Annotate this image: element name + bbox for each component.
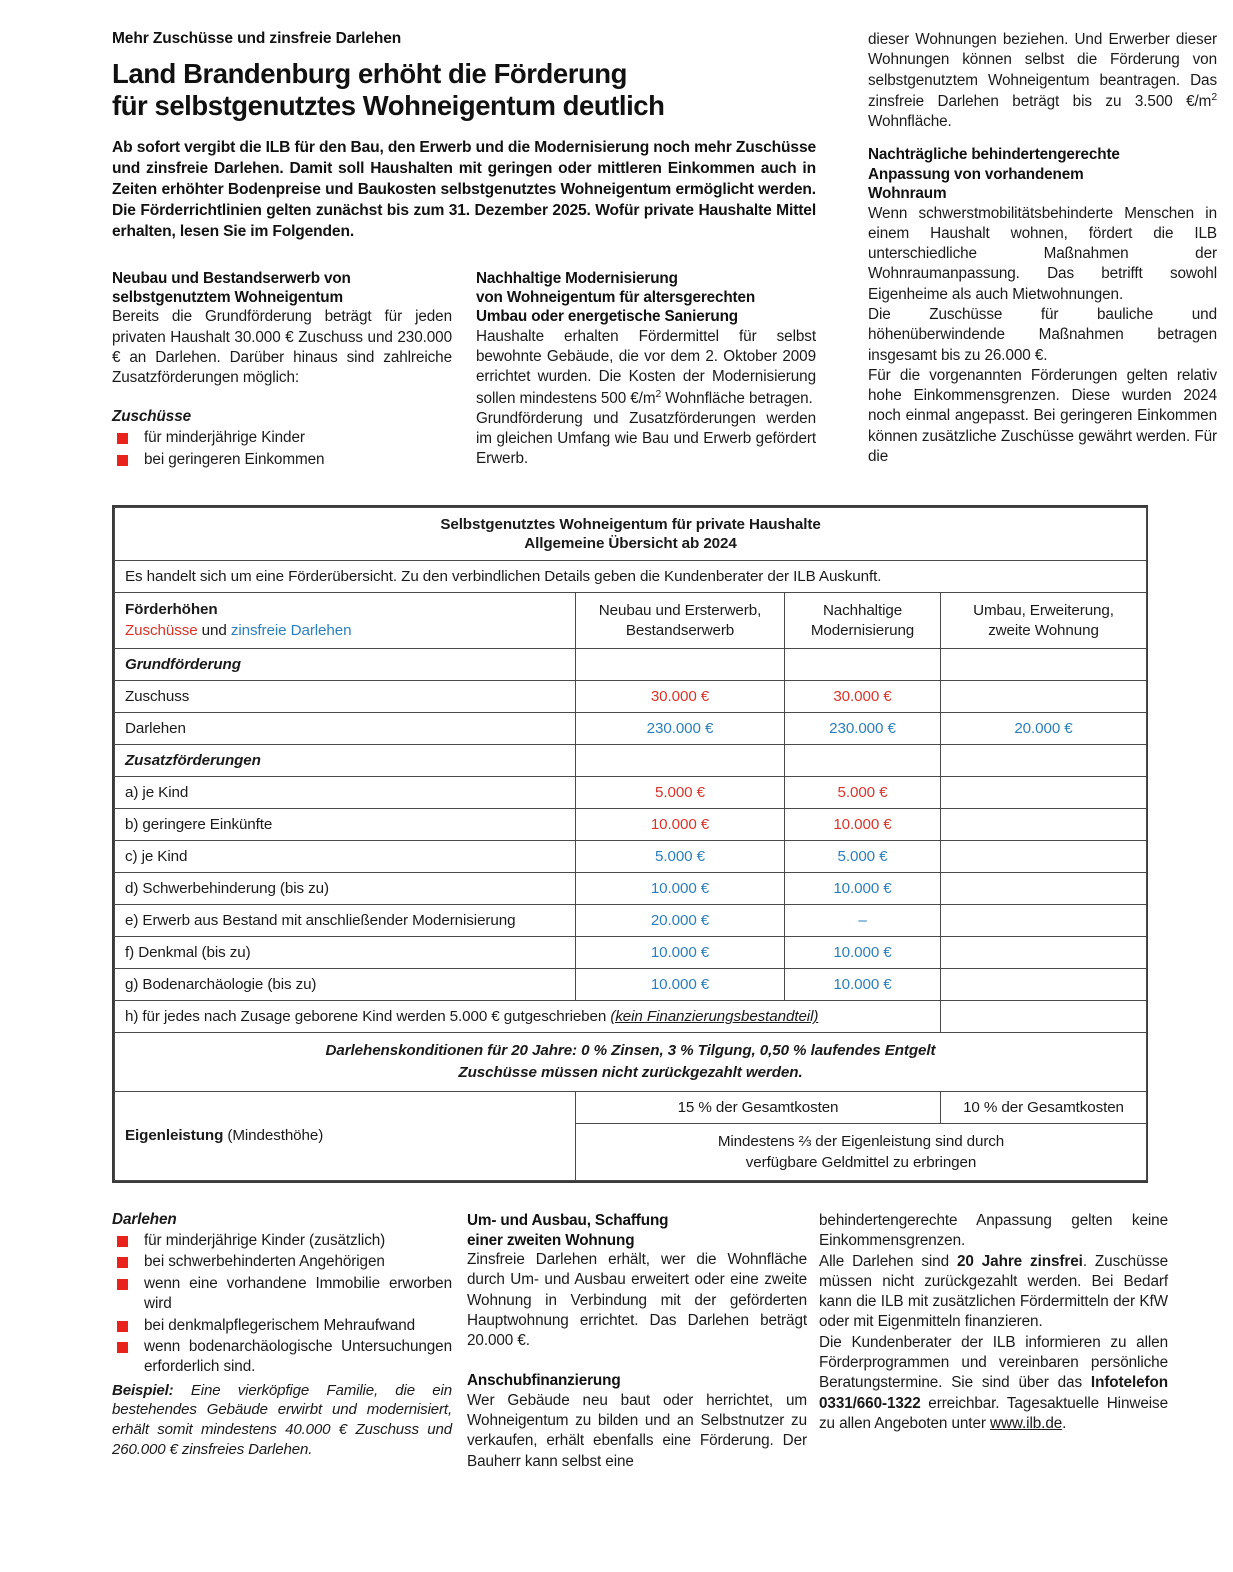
table-row — [115, 969, 1147, 1001]
right-continuation — [868, 30, 1217, 132]
table-row — [115, 809, 1147, 841]
column-neubau — [112, 269, 452, 472]
empty-cell — [941, 745, 1147, 777]
row-value-neubau: 10.000 € — [576, 873, 785, 905]
two-column-block — [112, 269, 816, 472]
square-meter-superscript: 2 — [655, 388, 662, 400]
row-value-neubau: 5.000 € — [576, 777, 785, 809]
row-label: d) Schwerbehinderung (bis zu) — [115, 873, 576, 905]
table-row-h — [115, 1001, 1147, 1033]
empty-cell — [785, 745, 941, 777]
modernisierung-body-1 — [476, 327, 816, 409]
section-label-grundfoerderung: Grundförderung — [115, 649, 576, 681]
row-value-neubau: 30.000 € — [576, 681, 785, 713]
main-column — [112, 30, 816, 471]
table-title — [115, 508, 1147, 561]
headline-line-2: für selbstgenutztes Wohneigentum deutlich — [112, 90, 665, 122]
table-row — [115, 937, 1147, 969]
list-item-label: wenn bodenarchäologische Untersuchungen erforderlich sind. — [144, 1337, 452, 1376]
behindertengerecht-body-3: Für die vorgenannten Förderungen gelten relativ hohe Einkommensgrenzen. Diese wurden 2024 noch einmal angepasst. Bei geringeren Einkommen können zusätzliche Zuschüsse gewährt werden. Für die — [868, 366, 1217, 465]
row-value-modernisierung: 5.000 € — [785, 777, 941, 809]
col-umbau-line-1: Umbau, Erweiterung, — [973, 602, 1114, 620]
square-bullet-icon — [117, 1279, 128, 1290]
list-item-label: bei denkmalpflegerischem Mehraufwand — [144, 1316, 416, 1334]
neubau-heading-line-2: selbstgenutztem Wohneigentum — [112, 288, 343, 306]
top-section — [112, 30, 1217, 471]
bottom-right-p2 — [819, 1252, 1168, 1333]
conditions-line-2: Zuschüsse müssen nicht zurückgezahlt werden. — [458, 1063, 803, 1081]
table-note-row — [115, 561, 1147, 593]
legend-and: und — [197, 621, 231, 639]
behindertengerecht-heading-line-1: Nachträgliche behindertengerechte — [868, 146, 1120, 164]
modernisierung-body-1-a: Haushalte erhalten Fördermittel für selbst bewohnte Gebäude, die vor dem 2. Oktober 2009 errichtet wurden. Die Kosten der Modernisierung sollen mindestens 500 €/m — [476, 327, 816, 407]
row-label: f) Denkmal (bis zu) — [115, 937, 576, 969]
neubau-body: Bereits die Grundförderung beträgt für jeden privaten Haushalt 30.000 € Zuschuss und 230.000 € an Darlehen. Darüber hinaus sind zahlreiche Zusatzförderungen möglich: — [112, 308, 452, 387]
row-value-neubau: 10.000 € — [576, 937, 785, 969]
page-title — [112, 58, 816, 123]
row-value-umbau — [941, 937, 1147, 969]
table-header-col-umbau — [941, 593, 1147, 649]
legend-zuschuesse: Zuschüsse — [125, 621, 198, 639]
table-header-foerderhoehen — [115, 593, 576, 649]
list-item — [112, 1337, 452, 1378]
list-item — [112, 450, 452, 470]
ilb-website-link[interactable]: www.ilb.de — [990, 1414, 1063, 1432]
anschubfinanzierung-heading: Anschubfinanzierung — [467, 1372, 621, 1390]
square-bullet-icon — [117, 1257, 128, 1268]
col-modernisierung-line-1: Nachhaltige — [822, 602, 903, 620]
bottom-right-p3-end: . — [1062, 1414, 1067, 1432]
article-lede: Ab sofort vergibt die ILB für den Bau, den Erwerb und die Modernisierung noch mehr Zuschüsse und zinsfreie Darlehen. Damit soll Haushalten mit geringen oder mittleren Einkommen auch in Zeiten erhöhter Bodenpreise und Baukosten selbstgenutztes Wohneigentum ermöglicht werden. Die Förderrichtlinien gelten zunächst bis zum 31. Dezember 2025. Wofür private Haushalte Mittel erhalten, lesen Sie im Folgenden. — [112, 138, 816, 241]
eigenleistung-note — [576, 1123, 1147, 1181]
darlehen-list — [112, 1231, 452, 1377]
table-header-row — [115, 593, 1147, 649]
bottom-right-p2-a: Alle Darlehen sind — [819, 1252, 957, 1270]
behindertengerecht-body-1: Wenn schwerstmobilitätsbehinderte Menschen in einem Haushalt wohnen, fördert die ILB unterschiedliche Maßnahmen der Wohnraumanpassung. Das betrifft sowohl Eigenheime als auch Mietwohnungen. — [868, 204, 1217, 303]
empty-cell — [785, 649, 941, 681]
zinsfrei-emphasis: 20 Jahre zinsfrei — [956, 1252, 1083, 1270]
col-neubau-line-2: Bestandserwerb — [625, 621, 735, 639]
empty-cell — [576, 649, 785, 681]
foerderhoehen-label: Förderhöhen — [125, 601, 218, 619]
bottom-right-p2-b: . Zuschüsse müssen nicht zurückgezahlt werden. Bei Bedarf kann die ILB mit zusätzlichen Fördermitteln der KfW oder mit Eigenmitteln finanzieren. — [819, 1252, 1169, 1331]
umbau-heading-line-2: einer zweiten Wohnung — [467, 1231, 635, 1249]
list-item — [112, 1252, 452, 1272]
modernisierung-heading-line-2: von Wohneigentum für altersgerechten — [476, 288, 756, 306]
row-label: Zuschuss — [115, 681, 576, 713]
umbau-body: Zinsfreie Darlehen erhält, wer die Wohnfläche durch Um- und Ausbau erweitert oder eine zweite Wohnung in Verbindung mit der geförderten Hauptwohnung errichtet. Das Darlehen beträgt 20.000 €. — [467, 1250, 807, 1350]
col-modernisierung-line-2: Modernisierung — [810, 621, 915, 639]
eigenleistung-row-percent — [115, 1091, 1147, 1123]
row-label: a) je Kind — [115, 777, 576, 809]
list-item — [112, 1316, 452, 1336]
bottom-right-p3-b: erreichbar. Tagesaktuelle Hinweise zu allen Angeboten unter — [819, 1394, 1168, 1432]
eigenleistung-15-percent: 15 % der Gesamtkosten — [576, 1091, 941, 1123]
table-title-line-2: Allgemeine Übersicht ab 2024 — [524, 535, 737, 553]
empty-cell — [941, 1001, 1147, 1033]
beispiel-paragraph — [112, 1381, 452, 1461]
infotelefon-number: Infotelefon 0331/660-1322 — [819, 1374, 1168, 1412]
row-value-modernisierung: 10.000 € — [785, 969, 941, 1001]
empty-cell — [576, 745, 785, 777]
behindertengerecht-heading-line-2: Anpassung von vorhandenem — [868, 165, 1084, 183]
table-row — [115, 841, 1147, 873]
row-value-modernisierung: 30.000 € — [785, 681, 941, 713]
table-title-row — [115, 508, 1147, 561]
row-value-modernisierung: 10.000 € — [785, 937, 941, 969]
list-item — [112, 428, 452, 448]
article-kicker: Mehr Zuschüsse und zinsfreie Darlehen — [112, 30, 402, 47]
list-item-label: für minderjährige Kinder (zusätzlich) — [144, 1232, 386, 1250]
list-item-label: bei geringeren Einkommen — [144, 450, 325, 468]
darlehen-label: Darlehen — [112, 1211, 177, 1229]
right-continuation-a: dieser Wohnungen beziehen. Und Erwerber dieser Wohnungen können selbst die Förderung von selbstgenutztem Wohneigentum beantragen. Das zinsfreie Darlehen beträgt bis zu 3.500 €/m — [868, 31, 1217, 110]
conditions-line-1: Darlehenskonditionen für 20 Jahre: 0 % Zinsen, 3 % Tilgung, 0,50 % laufendes Entgelt — [325, 1042, 936, 1060]
neubau-heading — [112, 269, 452, 308]
row-h-italic: (kein Finanzierungsbestandteil) — [610, 1008, 819, 1026]
row-value-umbau — [941, 969, 1147, 1001]
table-row — [115, 777, 1147, 809]
bottom-column-darlehen — [112, 1211, 452, 1472]
square-meter-superscript: 2 — [1211, 91, 1217, 103]
row-label: b) geringere Einkünfte — [115, 809, 576, 841]
modernisierung-heading-line-3: Umbau oder energetische Sanierung — [476, 308, 738, 326]
table-note: Es handelt sich um eine Förderübersicht. Zu den verbindlichen Details geben die Kundenberater der ILB Auskunft. — [115, 561, 1147, 593]
right-column-top — [868, 30, 1217, 471]
behindertengerecht-heading — [868, 145, 1217, 203]
bottom-column-umbau — [467, 1211, 807, 1472]
row-value-umbau — [941, 777, 1147, 809]
table-section-grundfoerderung — [115, 649, 1147, 681]
row-value-umbau — [941, 873, 1147, 905]
behindertengerecht-body-2: Die Zuschüsse für bauliche und höhenüberwindende Maßnahmen betragen insgesamt bis zu 26.000 €. — [868, 306, 1217, 364]
bottom-right-p3-a: Die Kundenberater der ILB informieren zu allen Förderprogrammen und vereinbaren persönliche Beratungstermine. Sie sind über das — [819, 1333, 1168, 1392]
list-item-label: für minderjährige Kinder — [144, 429, 305, 447]
beispiel-label: Beispiel: — [112, 1381, 174, 1399]
row-value-neubau: 5.000 € — [576, 841, 785, 873]
col-neubau-line-1: Neubau und Ersterwerb, — [598, 602, 762, 620]
table-row — [115, 681, 1147, 713]
row-value-umbau — [941, 809, 1147, 841]
table-header-col-neubau — [576, 593, 785, 649]
section-label-zusatzfoerderungen: Zusatzförderungen — [115, 745, 576, 777]
square-bullet-icon — [117, 455, 128, 466]
empty-cell — [941, 649, 1147, 681]
row-label: Darlehen — [115, 713, 576, 745]
foerderuebersicht-table — [112, 505, 1148, 1183]
row-value-modernisierung: 5.000 € — [785, 841, 941, 873]
row-value-modernisierung: 10.000 € — [785, 809, 941, 841]
row-value-umbau — [941, 681, 1147, 713]
neubau-heading-line-1: Neubau und Bestandserwerb von — [112, 269, 351, 287]
square-bullet-icon — [117, 433, 128, 444]
row-value-modernisierung: 230.000 € — [785, 713, 941, 745]
zuschuesse-label: Zuschüsse — [112, 408, 192, 426]
row-label: e) Erwerb aus Bestand mit anschließender Modernisierung — [115, 905, 576, 937]
eigenleistung-note-line-2: verfügbare Geldmittel zu erbringen — [745, 1153, 977, 1171]
row-value-neubau: 10.000 € — [576, 809, 785, 841]
modernisierung-heading-line-1: Nachhaltige Modernisierung — [476, 269, 678, 287]
row-value-umbau — [941, 905, 1147, 937]
row-value-modernisierung: – — [785, 905, 941, 937]
table-row — [115, 905, 1147, 937]
list-item-label: bei schwerbehinderten Angehörigen — [144, 1253, 385, 1271]
bottom-right-p1: behindertengerechte Anpassung gelten keine Einkommensgrenzen. — [819, 1212, 1168, 1250]
list-item — [112, 1231, 452, 1251]
row-value-neubau: 230.000 € — [576, 713, 785, 745]
table-header-col-modernisierung — [785, 593, 941, 649]
bottom-right-p3 — [819, 1333, 1168, 1434]
behindertengerecht-heading-line-3: Wohnraum — [868, 185, 947, 203]
row-label: c) je Kind — [115, 841, 576, 873]
legend-darlehen: zinsfreie Darlehen — [230, 621, 352, 639]
square-bullet-icon — [117, 1236, 128, 1247]
modernisierung-body-1-b: Wohnfläche betragen. — [661, 389, 813, 407]
eigenleistung-label — [115, 1091, 576, 1181]
umbau-heading — [467, 1211, 807, 1250]
table-row — [115, 713, 1147, 745]
umbau-heading-line-1: Um- und Ausbau, Schaffung — [467, 1212, 669, 1230]
headline-line-1: Land Brandenburg erhöht die Förderung — [112, 58, 628, 89]
eigenleistung-note-line-1: Mindestens ⅔ der Eigenleistung sind durch — [717, 1132, 1005, 1150]
row-label: g) Bodenarchäologie (bis zu) — [115, 969, 576, 1001]
table-title-line-1: Selbstgenutztes Wohneigentum für private Haushalte — [440, 516, 821, 534]
row-h-main: h) für jedes nach Zusage geborene Kind werden 5.000 € gutgeschrieben — [125, 1008, 611, 1026]
zuschuesse-list — [112, 428, 452, 470]
bottom-column-right — [819, 1211, 1168, 1472]
list-item-label: wenn eine vorhandene Immobilie erworben wird — [144, 1274, 452, 1313]
table-conditions-row — [115, 1033, 1147, 1091]
beispiel-text: Eine vierköpfige Familie, die ein bestehendes Gebäude erwirbt und modernisiert, erhält somit mindestens 40.000 € Zuschuss und 260.000 € zinsfreies Darlehen. — [112, 1381, 452, 1459]
bottom-section — [112, 1211, 1169, 1472]
table-row — [115, 873, 1147, 905]
column-modernisierung — [476, 269, 816, 472]
row-value-umbau — [941, 841, 1147, 873]
square-bullet-icon — [117, 1321, 128, 1332]
darlehenskonditionen — [115, 1033, 1147, 1091]
modernisierung-body-2: Grundförderung und Zusatzförderungen werden im gleichen Umfang wie Bau und Erwerb gefördert Erwerb. — [476, 409, 816, 468]
col-umbau-line-2: zweite Wohnung — [988, 621, 1099, 639]
row-h-text — [115, 1001, 941, 1033]
square-bullet-icon — [117, 1342, 128, 1353]
modernisierung-heading — [476, 269, 816, 327]
row-value-modernisierung: 10.000 € — [785, 873, 941, 905]
eigenleistung-10-percent: 10 % der Gesamtkosten — [941, 1091, 1147, 1123]
row-value-umbau: 20.000 € — [941, 713, 1147, 745]
eigenleistung-rest: (Mindesthöhe) — [223, 1127, 324, 1145]
anschubfinanzierung-body: Wer Gebäude neu baut oder herrichtet, um Wohneigentum zu bilden und an Selbstnutzer zu verkaufen, erhält ebenfalls eine Förderung. Der Bauherr kann selbst eine — [467, 1391, 807, 1470]
row-value-neubau: 10.000 € — [576, 969, 785, 1001]
list-item — [112, 1274, 452, 1315]
eigenleistung-strong: Eigenleistung — [125, 1127, 224, 1145]
right-continuation-b: Wohnfläche. — [868, 113, 952, 131]
table-section-zusatzfoerderungen — [115, 745, 1147, 777]
row-value-neubau: 20.000 € — [576, 905, 785, 937]
